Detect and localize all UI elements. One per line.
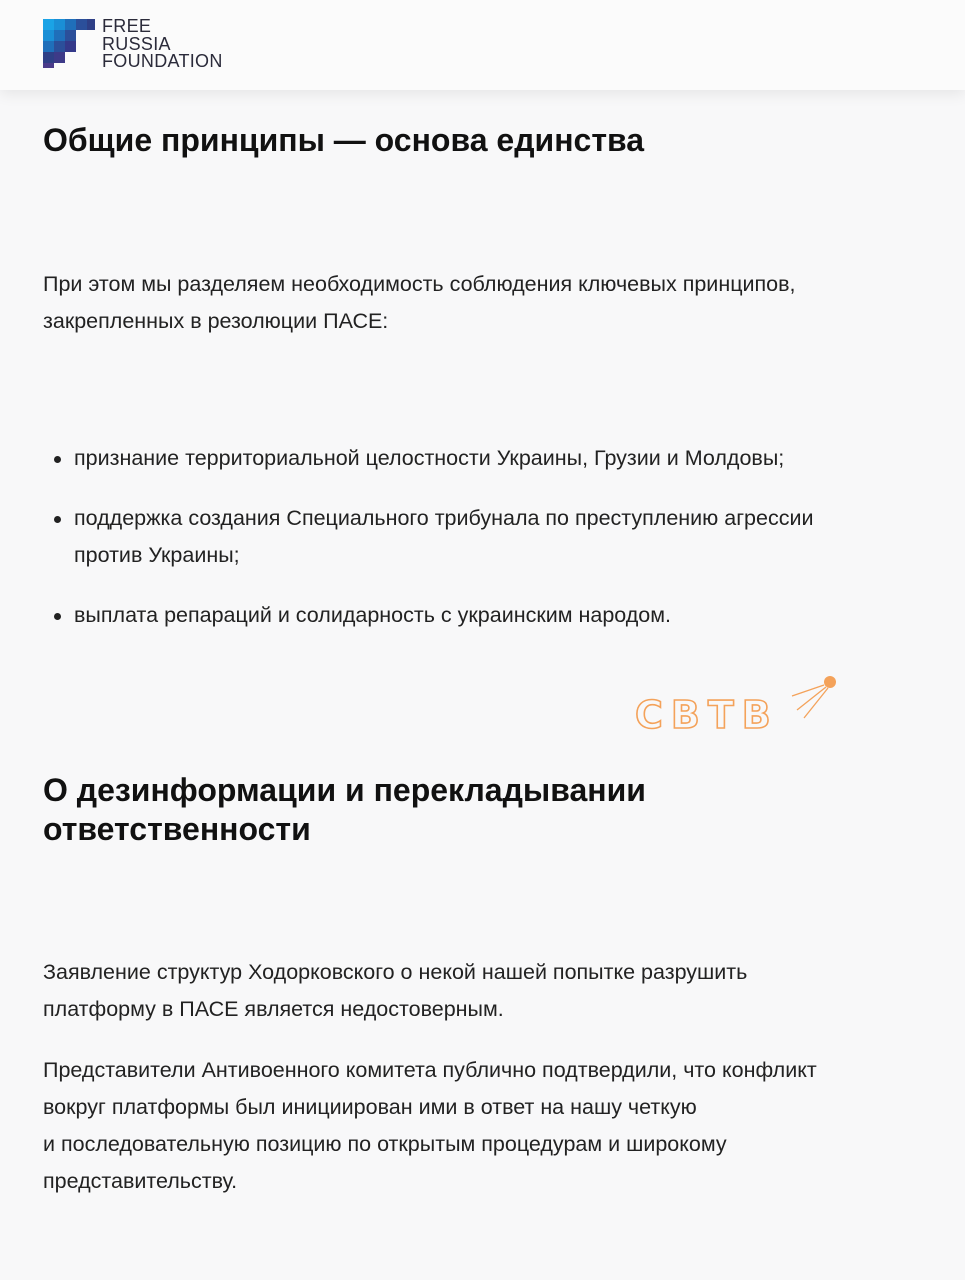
statement-paragraph — [43, 954, 923, 1028]
section-title-disinformation — [43, 771, 646, 849]
free-russia-foundation-logo-icon[interactable] — [43, 19, 95, 68]
logo-line: FOUNDATION — [102, 51, 223, 71]
logo-line: FREE — [102, 16, 152, 36]
intro-paragraph — [43, 266, 923, 340]
svtv-watermark-logo — [632, 672, 842, 736]
paragraph-line: Представители Антивоенного комитета публично подтвердили, что конфликт — [43, 1058, 817, 1082]
list-item-text: против Украины; — [74, 543, 240, 567]
intro-line: При этом мы разделяем необходимость соблюдения ключевых принципов, — [43, 272, 796, 296]
logo-wordmark[interactable] — [102, 18, 223, 71]
paragraph-line: и последовательную позицию по открытым процедурам и широкому — [43, 1132, 727, 1156]
list-item-text: поддержка создания Специального трибунала по преступлению агрессии — [74, 506, 814, 530]
list-item — [43, 597, 923, 634]
paragraph-line: Заявление структур Ходорковского о некой нашей попытке разрушить — [43, 960, 748, 984]
paragraph-line: представительству. — [43, 1169, 238, 1193]
committee-paragraph — [43, 1052, 923, 1200]
list-item-text: признание территориальной целостности Украины, Грузии и Молдовы; — [74, 446, 785, 470]
title-line: О дезинформации и перекладывании — [43, 772, 646, 808]
principles-list — [43, 440, 923, 657]
list-item-text: выплата репараций и солидарность с украинским народом. — [74, 603, 672, 627]
logo-line: RUSSIA — [102, 33, 171, 54]
list-item — [43, 500, 923, 574]
section-title-principles: Общие принципы — основа единства — [43, 122, 645, 158]
site-header — [0, 0, 965, 90]
intro-line: закрепленных в резолюции ПАСЕ: — [43, 309, 389, 333]
title-line: ответственности — [43, 811, 311, 847]
paragraph-line: платформу в ПАСЕ является недостоверным. — [43, 997, 504, 1021]
watermark-text: СВТВ — [635, 693, 779, 736]
paragraph-line: вокруг платформы был инициирован ими в ответ на нашу четкую — [43, 1095, 697, 1119]
list-item — [43, 440, 923, 477]
